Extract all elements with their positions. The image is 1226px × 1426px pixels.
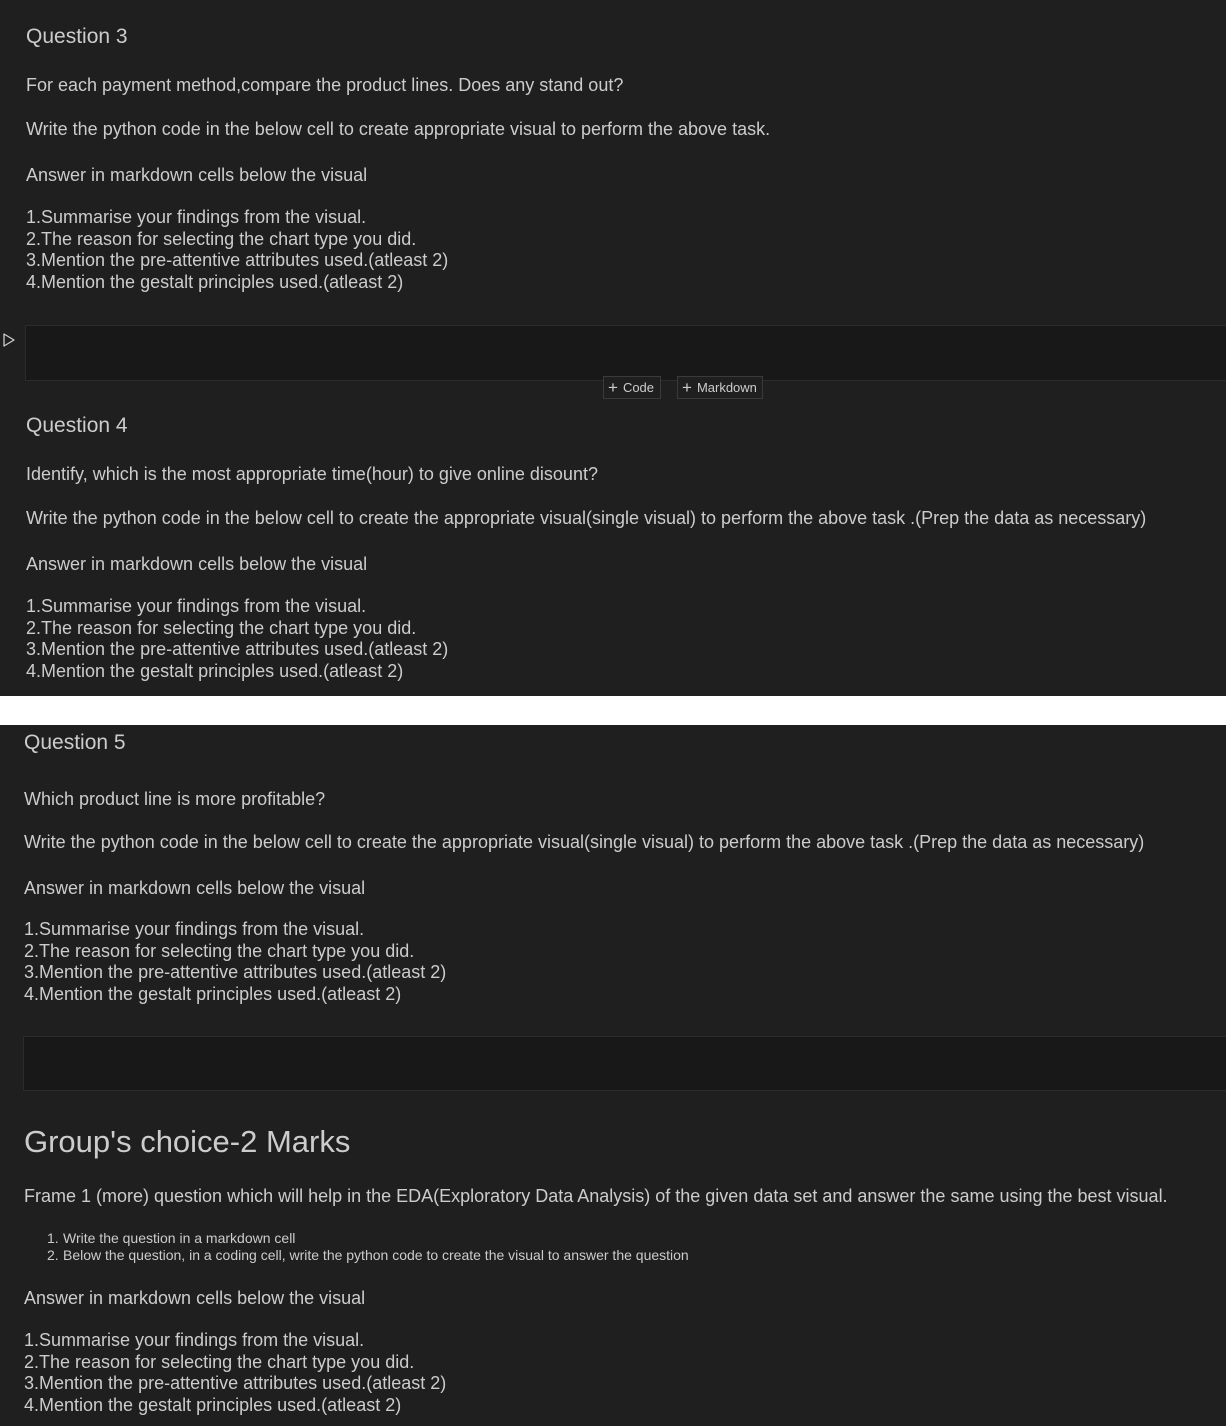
- question-4-answer-intro: Answer in markdown cells below the visual: [26, 554, 368, 574]
- list-item: 4.Mention the gestalt principles used.(atleast 2): [26, 272, 404, 293]
- list-item: 3.Mention the pre-attentive attributes used.(atleast 2): [24, 1373, 447, 1394]
- question-5-answer-intro: Answer in markdown cells below the visual: [24, 878, 366, 898]
- question-5-answer-list: [24, 919, 446, 1006]
- question-3-heading: Question 3: [26, 25, 128, 48]
- list-item: 2.The reason for selecting the chart type you did.: [24, 940, 415, 961]
- add-code-label: Code: [622, 380, 655, 395]
- list-item: [47, 1247, 689, 1264]
- list-item: 2.The reason for selecting the chart type you did.: [26, 228, 417, 249]
- question-5-instruction: Write the python code in the below cell to create the appropriate visual(single visual) to perform the above task .(Prep the data as necessary): [24, 832, 1145, 852]
- list-item: 4.Mention the gestalt principles used.(atleast 2): [26, 661, 404, 682]
- list-item: [47, 1230, 689, 1247]
- step-number: 1.: [47, 1230, 59, 1246]
- add-code-cell-button[interactable]: [603, 376, 661, 399]
- list-item: 3.Mention the pre-attentive attributes used.(atleast 2): [24, 962, 447, 983]
- group-choice-steps: [47, 1230, 689, 1264]
- question-3-answer-intro: Answer in markdown cells below the visual: [26, 165, 368, 185]
- step-text: Below the question, in a coding cell, write the python code to create the visual to answer the question: [63, 1247, 689, 1263]
- list-item: 1.Summarise your findings from the visual.: [24, 1330, 365, 1350]
- plus-icon: +: [682, 378, 692, 397]
- notebook-panel-top: [0, 0, 1226, 696]
- add-markdown-cell-button[interactable]: [677, 376, 763, 399]
- step-text: Write the question in a markdown cell: [63, 1230, 296, 1246]
- question-3-prompt: For each payment method,compare the product lines. Does any stand out?: [26, 75, 624, 95]
- group-choice-answer-list: [24, 1330, 446, 1417]
- step-number: 2.: [47, 1247, 59, 1263]
- question-5-prompt: Which product line is more profitable?: [24, 789, 326, 809]
- list-item: 1.Summarise your findings from the visual.: [26, 596, 367, 616]
- list-item: 4.Mention the gestalt principles used.(atleast 2): [24, 1395, 402, 1416]
- question-4-answer-list: [26, 596, 448, 683]
- play-outline-icon[interactable]: [2, 332, 16, 348]
- list-item: 2.The reason for selecting the chart type you did.: [26, 617, 417, 638]
- code-cell-question-3[interactable]: [25, 325, 1226, 381]
- plus-icon: +: [608, 378, 618, 397]
- code-cell-question-5[interactable]: [23, 1036, 1226, 1091]
- group-choice-heading: Group's choice-2 Marks: [24, 1124, 351, 1159]
- group-choice-answer-intro: Answer in markdown cells below the visual: [24, 1288, 366, 1308]
- question-4-heading: Question 4: [26, 414, 128, 437]
- list-item: 3.Mention the pre-attentive attributes used.(atleast 2): [26, 639, 449, 660]
- question-4-instruction: Write the python code in the below cell to create the appropriate visual(single visual) to perform the above task .(Prep the data as necessary): [26, 508, 1147, 528]
- question-4-prompt: Identify, which is the most appropriate time(hour) to give online disount?: [26, 464, 598, 484]
- question-5-heading: Question 5: [24, 731, 126, 754]
- list-item: 1.Summarise your findings from the visual.: [24, 919, 365, 939]
- list-item: 1.Summarise your findings from the visual.: [26, 207, 367, 227]
- question-3-answer-list: [26, 207, 448, 294]
- question-3-instruction: Write the python code in the below cell to create appropriate visual to perform the above task.: [26, 119, 771, 139]
- group-choice-prompt: Frame 1 (more) question which will help in the EDA(Exploratory Data Analysis) of the given data set and answer the same using the best visual.: [24, 1186, 1168, 1206]
- list-item: 4.Mention the gestalt principles used.(atleast 2): [24, 984, 402, 1005]
- add-markdown-label: Markdown: [696, 380, 757, 395]
- list-item: 2.The reason for selecting the chart type you did.: [24, 1351, 415, 1372]
- notebook-panel-bottom: [0, 725, 1226, 1426]
- list-item: 3.Mention the pre-attentive attributes used.(atleast 2): [26, 250, 449, 271]
